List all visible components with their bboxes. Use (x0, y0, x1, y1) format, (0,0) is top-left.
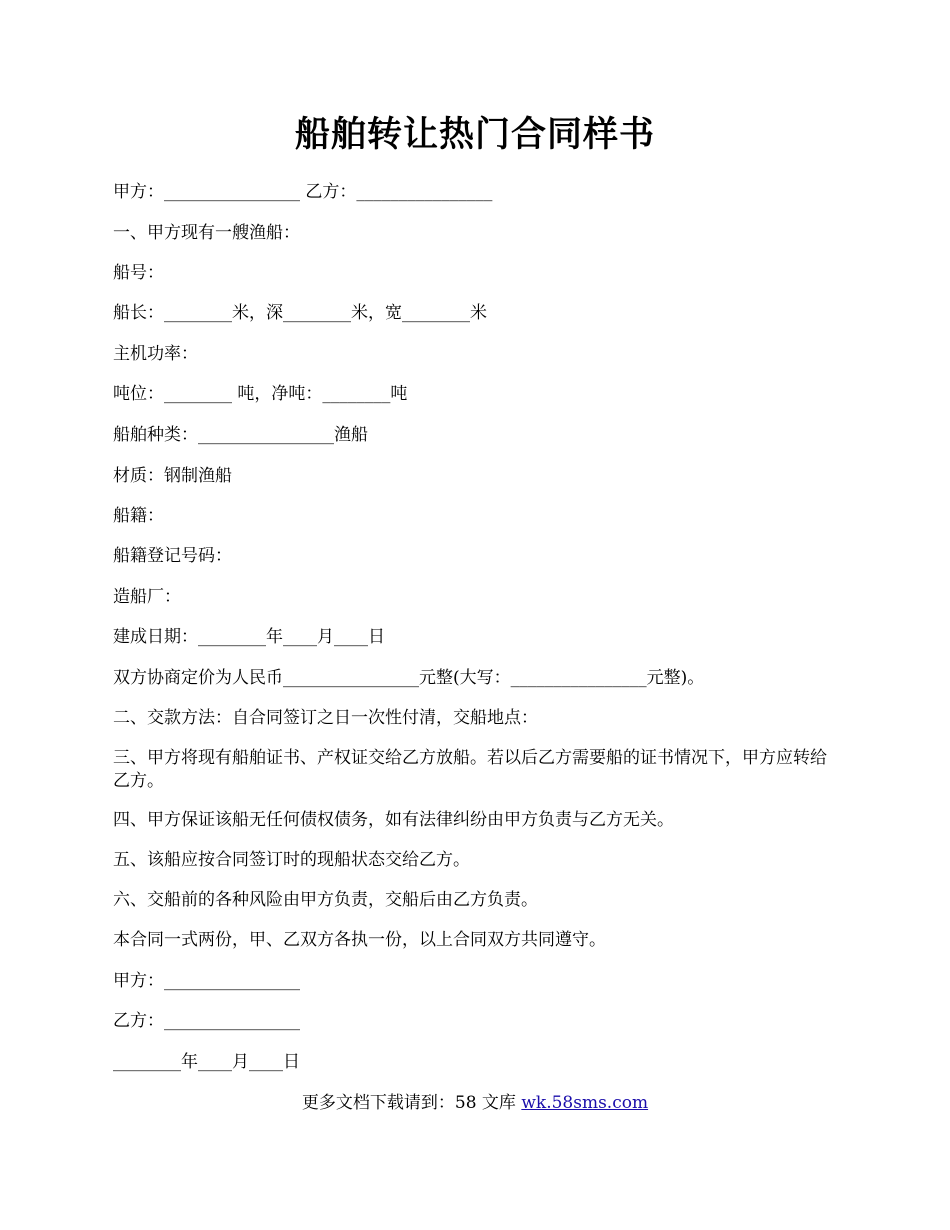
engine-power-line: 主机功率： (113, 344, 198, 364)
party-b-signature: 乙方：________________ (113, 1011, 300, 1031)
ship-number-line: 船号： (113, 263, 164, 283)
footer (0, 1092, 950, 1115)
registry-number-line: 船籍登记号码： (113, 546, 232, 566)
shipyard-line: 造船厂： (113, 587, 181, 607)
build-date-line: 建成日期：________年____月____日 (113, 627, 385, 647)
ship-type-line: 船舶种类：________________渔船 (113, 425, 368, 445)
clause-1-heading: 一、甲方现有一艘渔船： (113, 223, 300, 243)
signing-date: ________年____月____日 (113, 1052, 300, 1072)
party-line: 甲方：________________ 乙方：________________ (113, 182, 493, 202)
tonnage-line: 吨位：________ 吨，净吨：________吨 (113, 384, 408, 404)
copies-statement: 本合同一式两份，甲、乙双方各执一份，以上合同双方共同遵守。 (113, 930, 606, 950)
clause-2: 二、交款方法：自合同签订之日一次性付清，交船地点： (113, 708, 538, 728)
footer-link[interactable]: wk.58sms.com (521, 1093, 649, 1113)
ship-dimensions-line: 船长：________米，深________米，宽________米 (113, 303, 487, 323)
clause-6: 六、交船前的各种风险由甲方负责，交船后由乙方负责。 (113, 890, 538, 910)
footer-text: 更多文档下载请到：58 文库 (301, 1093, 522, 1113)
registry-line: 船籍： (113, 506, 164, 526)
clause-4: 四、甲方保证该船无任何债权债务，如有法律纠纷由甲方负责与乙方无关。 (113, 810, 674, 830)
party-a-signature: 甲方：________________ (113, 971, 300, 991)
clause-5: 五、该船应按合同签订时的现船状态交给乙方。 (113, 850, 470, 870)
document-title: 船舶转让热门合同样书 (294, 114, 655, 155)
price-line: 双方协商定价为人民币________________元整(大写：________________元整)。 (113, 668, 705, 688)
clause-3: 三、甲方将现有船舶证书、产权证交给乙方放船。若以后乙方需要船的证书情况下，甲方应转给乙方。 (113, 748, 827, 791)
material-line: 材质：钢制渔船 (113, 466, 232, 486)
